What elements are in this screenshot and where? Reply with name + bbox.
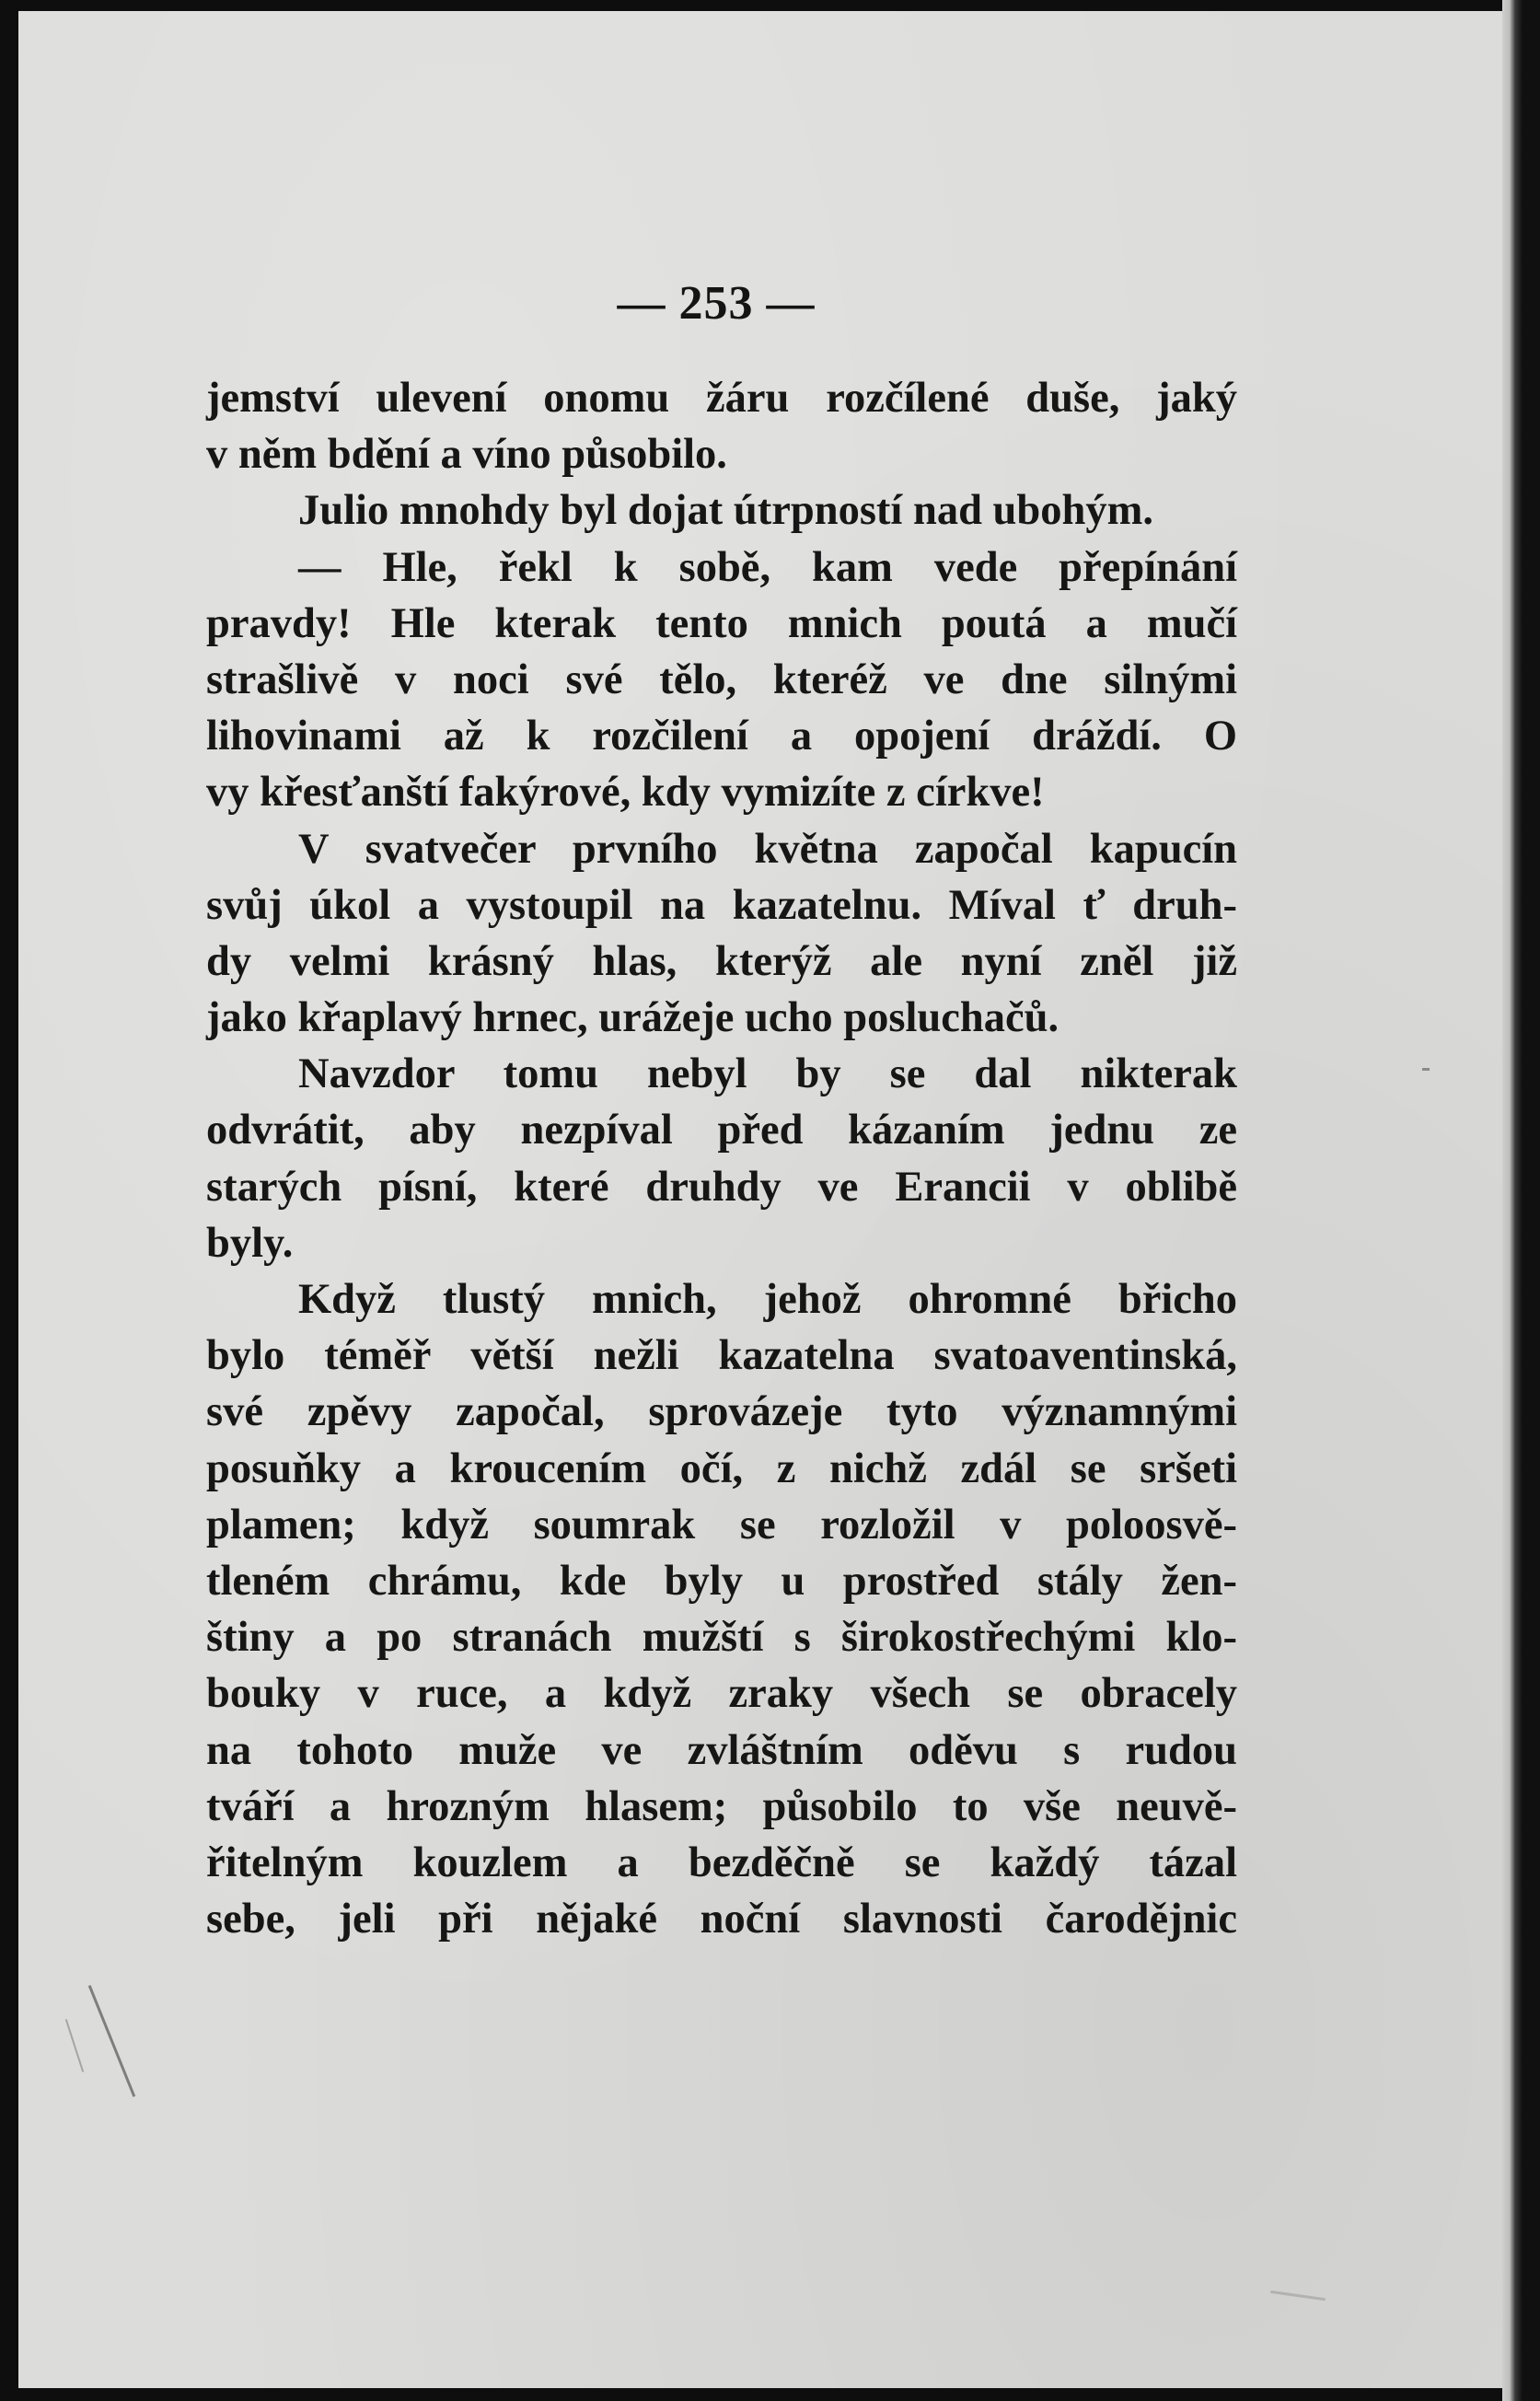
- text-line: plamen; když soumrak se rozložil v poloosvě-: [206, 1501, 1237, 1548]
- text-line: svůj úkol a vystoupil na kazatelnu. Míval ť druh-: [206, 881, 1237, 929]
- text-line: řitelným kouzlem a bezděčně se každý tázal: [206, 1838, 1237, 1886]
- scan-scratch: [65, 2019, 84, 2072]
- page-number: — 253 —: [617, 277, 816, 330]
- text-line: v něm bdění a víno působilo.: [206, 431, 727, 479]
- text-line: Julio mnohdy byl dojat útrpností nad ubohým.: [298, 487, 1154, 535]
- text-line: tleném chrámu, kde byly u prostřed stály žen-: [206, 1557, 1237, 1605]
- text-line: Když tlustý mnich, jehož ohromné břicho: [298, 1276, 1237, 1323]
- text-line: lihovinami až k rozčilení a opojení dráždí. O: [206, 713, 1237, 760]
- scan-scratch: [88, 1985, 135, 2097]
- scan-smudge: [1270, 2291, 1326, 2301]
- text-line: pravdy! Hle kterak tento mnich poutá a mučí: [206, 599, 1237, 647]
- text-line: posuňky a kroucením očí, z nichž zdál se sršeti: [206, 1444, 1237, 1492]
- text-line: jako křaplavý hrnec, urážeje ucho posluchačů.: [206, 994, 1059, 1042]
- text-line: odvrátit, aby nezpíval před kázaním jednu ze: [206, 1107, 1237, 1154]
- text-line: V svatvečer prvního května započal kapucín: [298, 825, 1237, 873]
- text-line: štiny a po stranách mužští s širokostřechými klo-: [206, 1614, 1237, 1662]
- text-line: jemství ulevení onomu žáru rozčílené duše, jaký: [206, 375, 1237, 422]
- text-line: byly.: [206, 1219, 294, 1267]
- text-line: bylo téměř větší nežli kazatelna svatoaventinská,: [206, 1332, 1237, 1380]
- text-line: starých písní, které druhdy ve Erancii v oblibě: [206, 1163, 1237, 1211]
- text-line: tváří a hrozným hlasem; působilo to vše neuvě-: [206, 1782, 1237, 1830]
- scan-speck: [1422, 1068, 1430, 1071]
- text-line: bouky v ruce, a když zraky všech se obracely: [206, 1670, 1237, 1718]
- text-line: strašlivě v noci své tělo, kteréž ve dne silnými: [206, 655, 1237, 703]
- text-line: dy velmi krásný hlas, kterýž ale nyní zněl již: [206, 937, 1237, 985]
- text-line: Navzdor tomu nebyl by se dal nikterak: [298, 1050, 1237, 1098]
- body-text: [206, 370, 1237, 1947]
- text-line: vy křesťanští fakýrové, kdy vymizíte z církve!: [206, 769, 1045, 817]
- text-line: na tohoto muže ve zvláštním oděvu s rudou: [206, 1726, 1237, 1774]
- page-edge-shadow: [1502, 0, 1540, 2401]
- text-line: sebe, jeli při nějaké noční slavnosti čarodějnic: [206, 1896, 1237, 1943]
- text-line: své zpěvy započal, sprovázeje tyto významnými: [206, 1388, 1237, 1436]
- text-line: — Hle, řekl k sobě, kam vede přepínání: [298, 543, 1237, 591]
